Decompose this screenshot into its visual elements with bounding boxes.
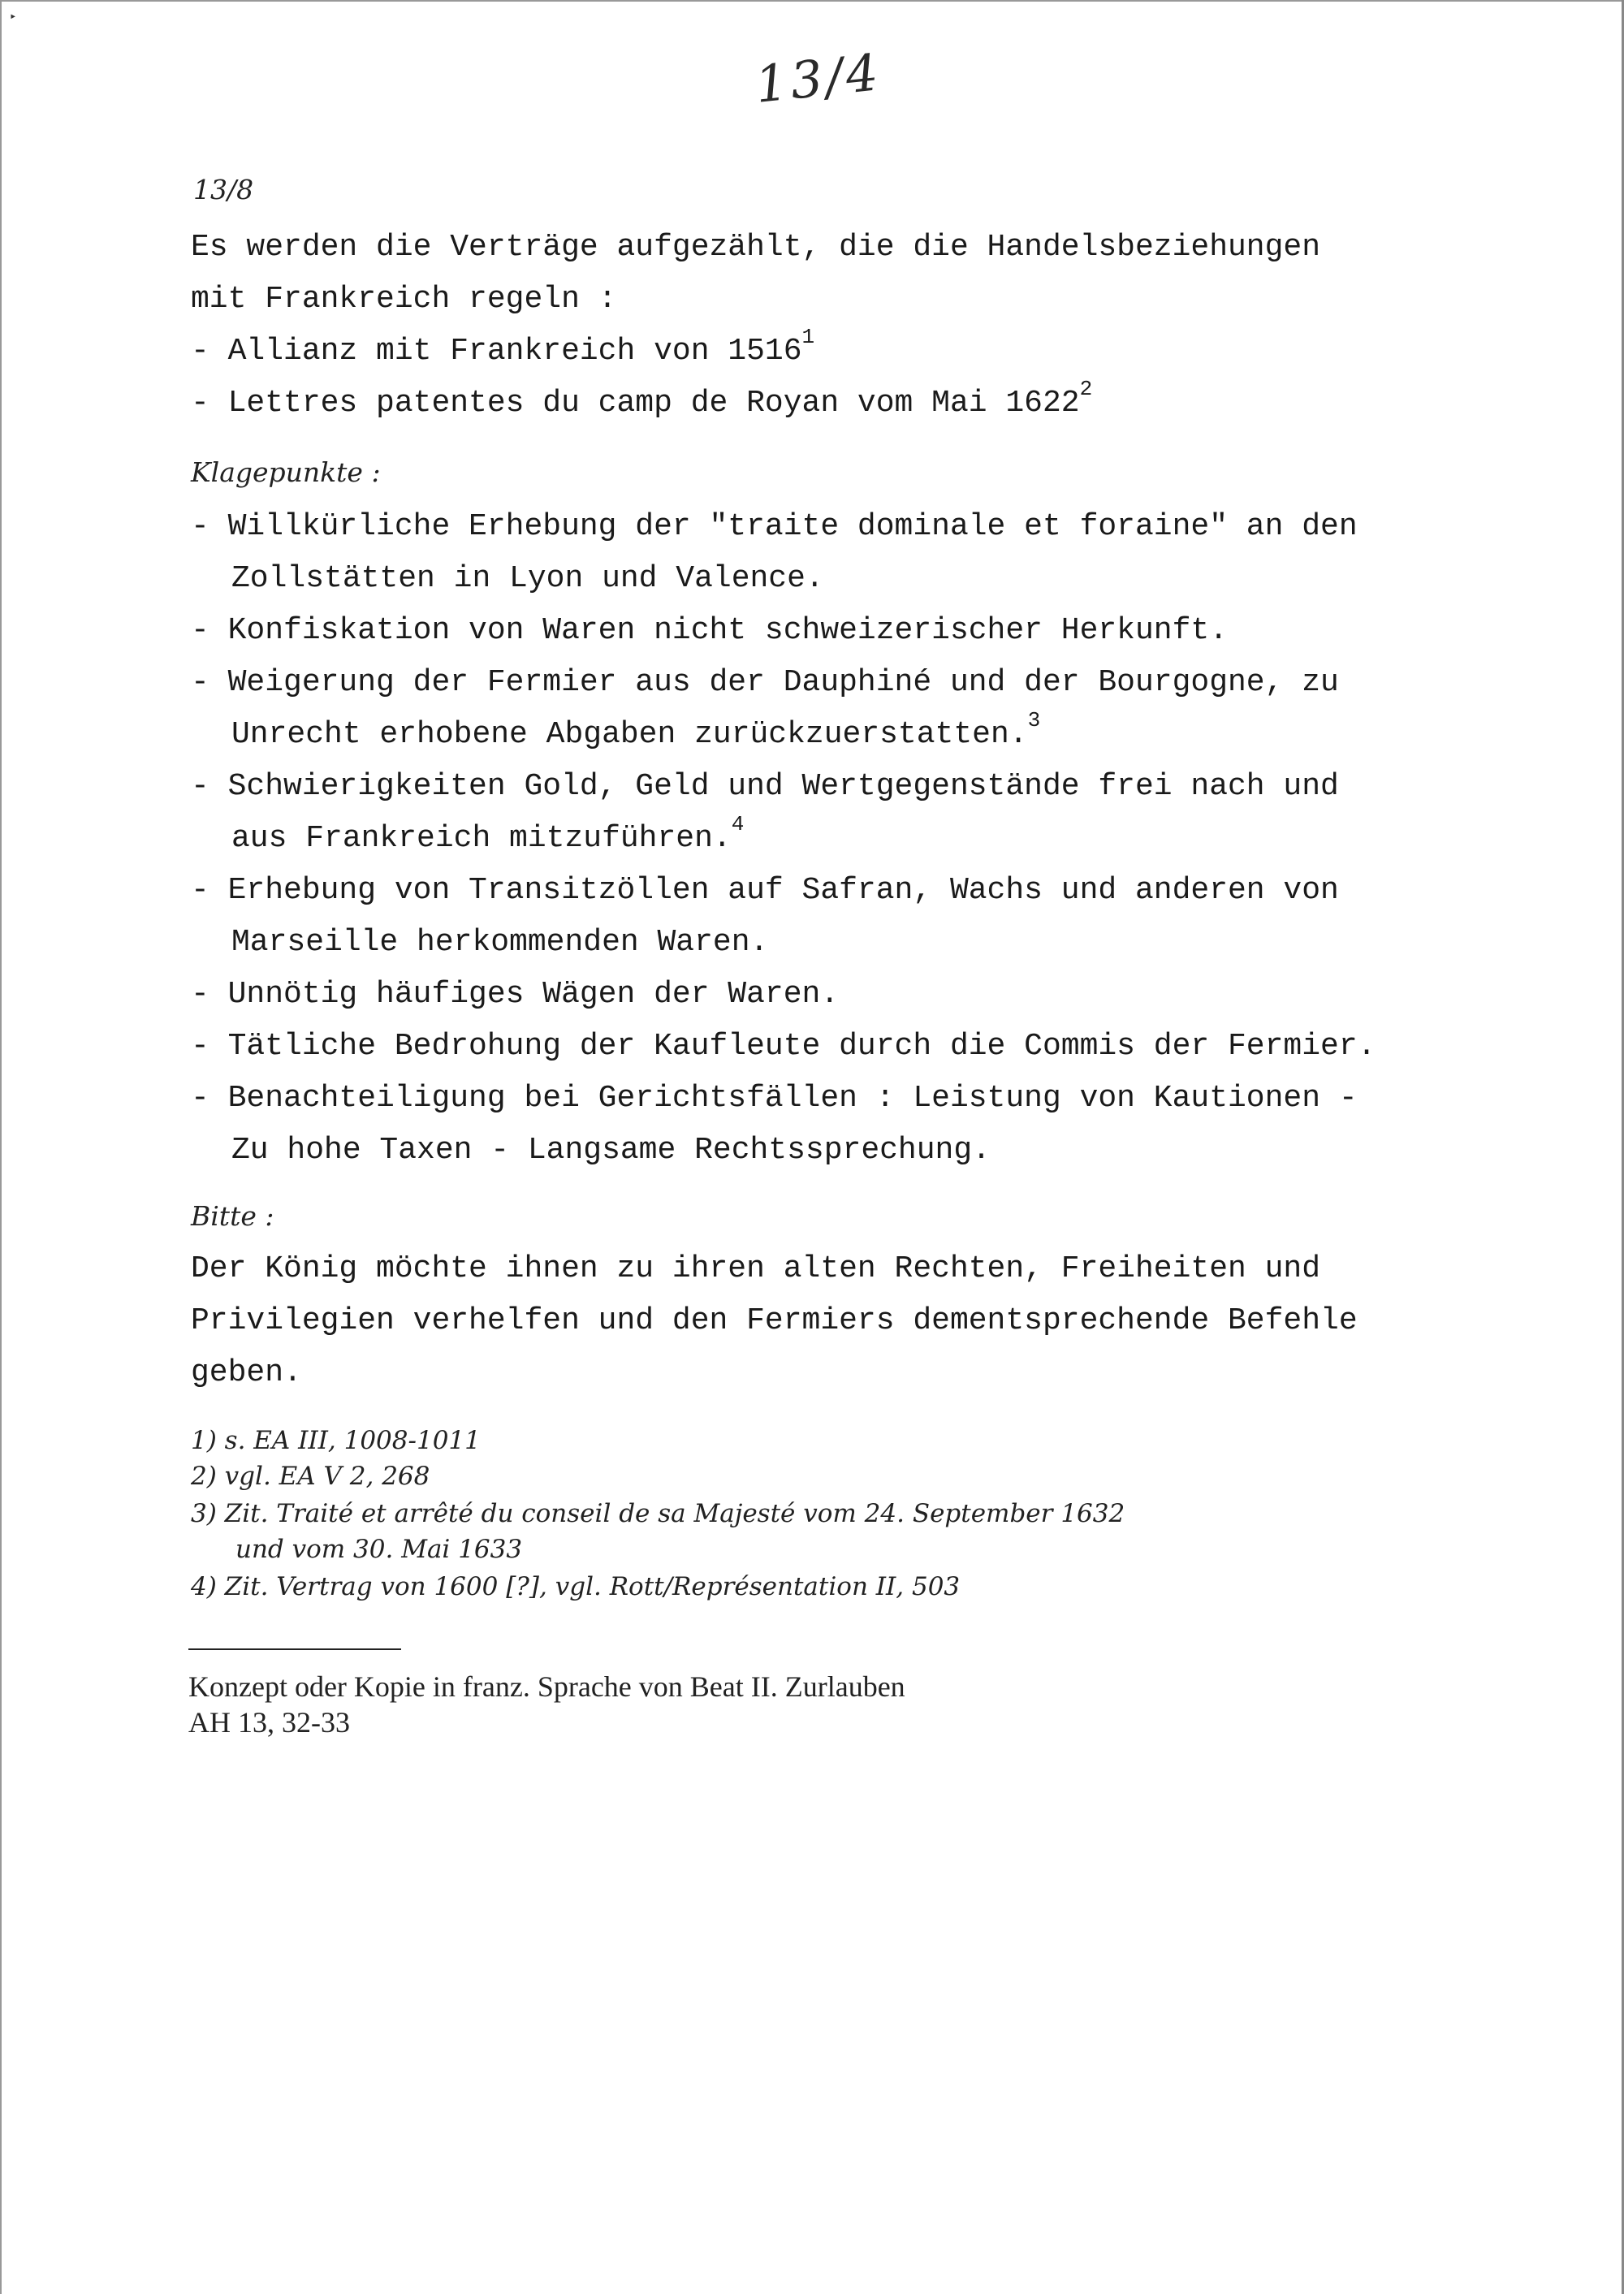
scan-border-left [0, 0, 2, 2294]
request-line: geben. [191, 1355, 302, 1390]
complaint-item: - Benachteiligung bei Gerichtsfällen : Leistung von Kautionen - [191, 1081, 1358, 1116]
footnote: 4) Zit. Vertrag von 1600 [?], vgl. Rott/Représentation II, 503 [191, 1572, 961, 1601]
scan-border-top [0, 0, 1624, 2]
request-line: Der König möchte ihnen zu ihren alten Rechten, Freiheiten und [191, 1251, 1321, 1286]
complaint-item-cont: Zollstätten in Lyon und Valence. [231, 561, 824, 596]
document-number: 13/8 [193, 174, 254, 205]
source-line: AH 13, 32-33 [188, 1706, 350, 1739]
complaint-item-cont: Unrecht erhobene Abgaben zurückzuerstatten.$^3$ [231, 708, 1041, 752]
request-line: Privilegien verhelfen und den Fermiers dementsprechende Befehle [191, 1303, 1358, 1338]
complaints-label: Klagepunkte : [191, 456, 381, 488]
complaint-item: - Unnötig häufiges Wägen der Waren. [191, 977, 840, 1012]
footnote: 1) s. EA III, 1008-1011 [191, 1426, 481, 1455]
complaint-item: - Schwierigkeiten Gold, Geld und Wertgegenstände frei nach und [191, 769, 1339, 804]
footnote-ref: 2 [1079, 377, 1093, 401]
treaty-item: - Lettres patentes du camp de Royan vom Mai 1622$^2$ [191, 377, 1093, 421]
complaint-item: - Konfiskation von Waren nicht schweizerischer Herkunft. [191, 613, 1229, 648]
request-label: Bitte : [191, 1200, 274, 1232]
scan-corner-mark: ▸ [10, 11, 17, 24]
complaint-item: - Weigerung der Fermier aus der Dauphiné und der Bourgogne, zu [191, 665, 1339, 700]
complaint-item: - Erhebung von Transitzöllen auf Safran, Wachs und anderen von [191, 873, 1339, 908]
intro-line: mit Frankreich regeln : [191, 282, 617, 317]
source-line: Konzept oder Kopie in franz. Sprache von Beat II. Zurlauben [188, 1670, 905, 1703]
complaint-item: - Willkürliche Erhebung der "traite dominale et foraine" an den [191, 509, 1358, 544]
footnote-ref: 3 [1027, 708, 1041, 732]
footnote-ref: 1 [801, 325, 815, 349]
complaint-item-cont: Marseille herkommenden Waren. [231, 925, 769, 960]
footnote: 2) vgl. EA V 2, 268 [191, 1462, 430, 1491]
footnote: 3) Zit. Traité et arrêté du conseil de sa Majesté vom 24. September 1632 [191, 1499, 1125, 1528]
complaint-item-cont: aus Frankreich mitzuführen.$^4$ [231, 812, 745, 856]
source-divider [188, 1648, 401, 1650]
footnote-ref: 4 [731, 812, 745, 836]
treaty-item: - Allianz mit Frankreich von 1516$^1$ [191, 325, 815, 369]
complaint-item-cont: Zu hohe Taxen - Langsame Rechtssprechung. [231, 1133, 991, 1168]
handwritten-page-mark: 13/4 [752, 42, 884, 114]
intro-line: Es werden die Verträge aufgezählt, die die Handelsbeziehungen [191, 230, 1321, 265]
footnote-cont: und vom 30. Mai 1633 [235, 1535, 523, 1564]
complaint-item: - Tätliche Bedrohung der Kaufleute durch die Commis der Fermier. [191, 1029, 1376, 1064]
